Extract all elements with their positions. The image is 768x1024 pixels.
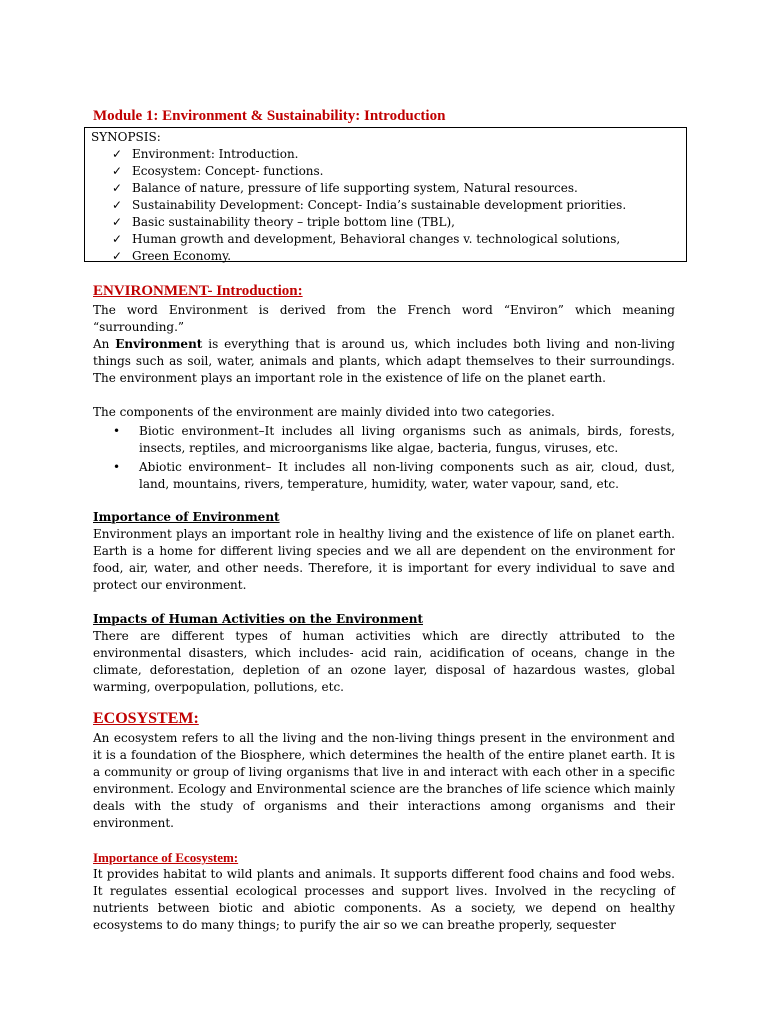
environment-term: Environment [115,337,203,351]
ecosystem-text: An ecosystem refers to all the living and the non-living things present in the environment and it is a foundation of the Biosphere, which determines the health of the entire planet earth. It is a community or group of living organisms that live in and interact with each other in a specific environment. Ecology and Environmental science are the branches of life science which mainly deals with the study of organisms and their interactions among organisms and their environment. [93,731,675,830]
environment-heading: ENVIRONMENT- Introduction: [93,283,303,299]
check-icon: ✓ [112,249,123,263]
synopsis-item: ✓ Balance of nature, pressure of life supporting system, Natural resources. [112,181,578,195]
module-title: Module 1: Environment & Sustainability: Introduction [93,108,446,124]
importance-ecosystem-text: It provides habitat to wild plants and animals. It supports different food chains and food webs. It regulates essential ecological processes and support lives. Involved in the recycling of nutrients between biotic and abiotic components. As a society, we depend on healthy ecosystems to do many things; to purify the air so we can breathe properly, sequester [93,867,675,932]
document-body [93,280,675,934]
impacts-heading: Impacts of Human Activities on the Environment [93,612,423,626]
importance-ecosystem-heading: Importance of Ecosystem: [93,850,239,865]
check-icon: ✓ [112,147,123,161]
check-icon: ✓ [112,215,123,229]
importance-environment-heading: Importance of Environment [93,510,280,524]
environment-paragraph-3: The components of the environment are mainly divided into two categories. [93,405,555,419]
importance-environment-text: Environment plays an important role in healthy living and the existence of life on planet earth. Earth is a home for different living species and we all are dependent on the environment for food, air, water, and other needs. Therefore, it is important for every individual to save and protect our environment. [93,527,675,592]
check-icon: ✓ [112,181,123,195]
check-icon: ✓ [112,232,123,246]
synopsis-label: SYNOPSIS: [91,130,161,144]
synopsis-item: ✓ Environment: Introduction. [112,147,299,161]
environment-paragraph-2: An Environment is everything that is around us, which includes both living and non-living things such as soil, water, animals and plants, which adapt themselves to their surroundings. The environment plays an important role in the existence of life on the planet earth. [93,337,675,385]
components-list [93,423,675,493]
synopsis-list [91,146,680,265]
bullet-icon: • [113,424,121,438]
bullet-icon: • [113,460,121,474]
synopsis-item: ✓ Basic sustainability theory – triple bottom line (TBL), [112,215,455,229]
synopsis-item: ✓ Human growth and development, Behavioral changes v. technological solutions, [112,232,621,246]
check-icon: ✓ [112,164,123,178]
list-item: • Abiotic environment– It includes all non-living components such as air, cloud, dust, land, mountains, rivers, temperature, humidity, water, water vapour, sand, etc. [113,460,675,491]
synopsis-item: ✓ Sustainability Development: Concept- India’s sustainable development priorities. [112,198,627,212]
check-icon: ✓ [112,198,123,212]
environment-paragraph-1: The word Environment is derived from the French word “Environ” which meaning “surrounding.” [93,303,675,334]
impacts-text: There are different types of human activities which are directly attributed to the environmental disasters, which includes- acid rain, acidification of oceans, change in the climate, deforestation, depletion of an ozone layer, disposal of hazardous wastes, global warming, overpopulation, pollutions, etc. [93,629,675,694]
synopsis-item: ✓ Green Economy. [112,249,232,263]
ecosystem-heading: ECOSYSTEM: [93,710,199,727]
synopsis-box [84,127,687,262]
list-item: • Biotic environment–It includes all living organisms such as animals, birds, forests, insects, reptiles, and microorganisms like algae, bacteria, fungus, viruses, etc. [113,424,675,455]
synopsis-item: ✓ Ecosystem: Concept- functions. [112,164,324,178]
